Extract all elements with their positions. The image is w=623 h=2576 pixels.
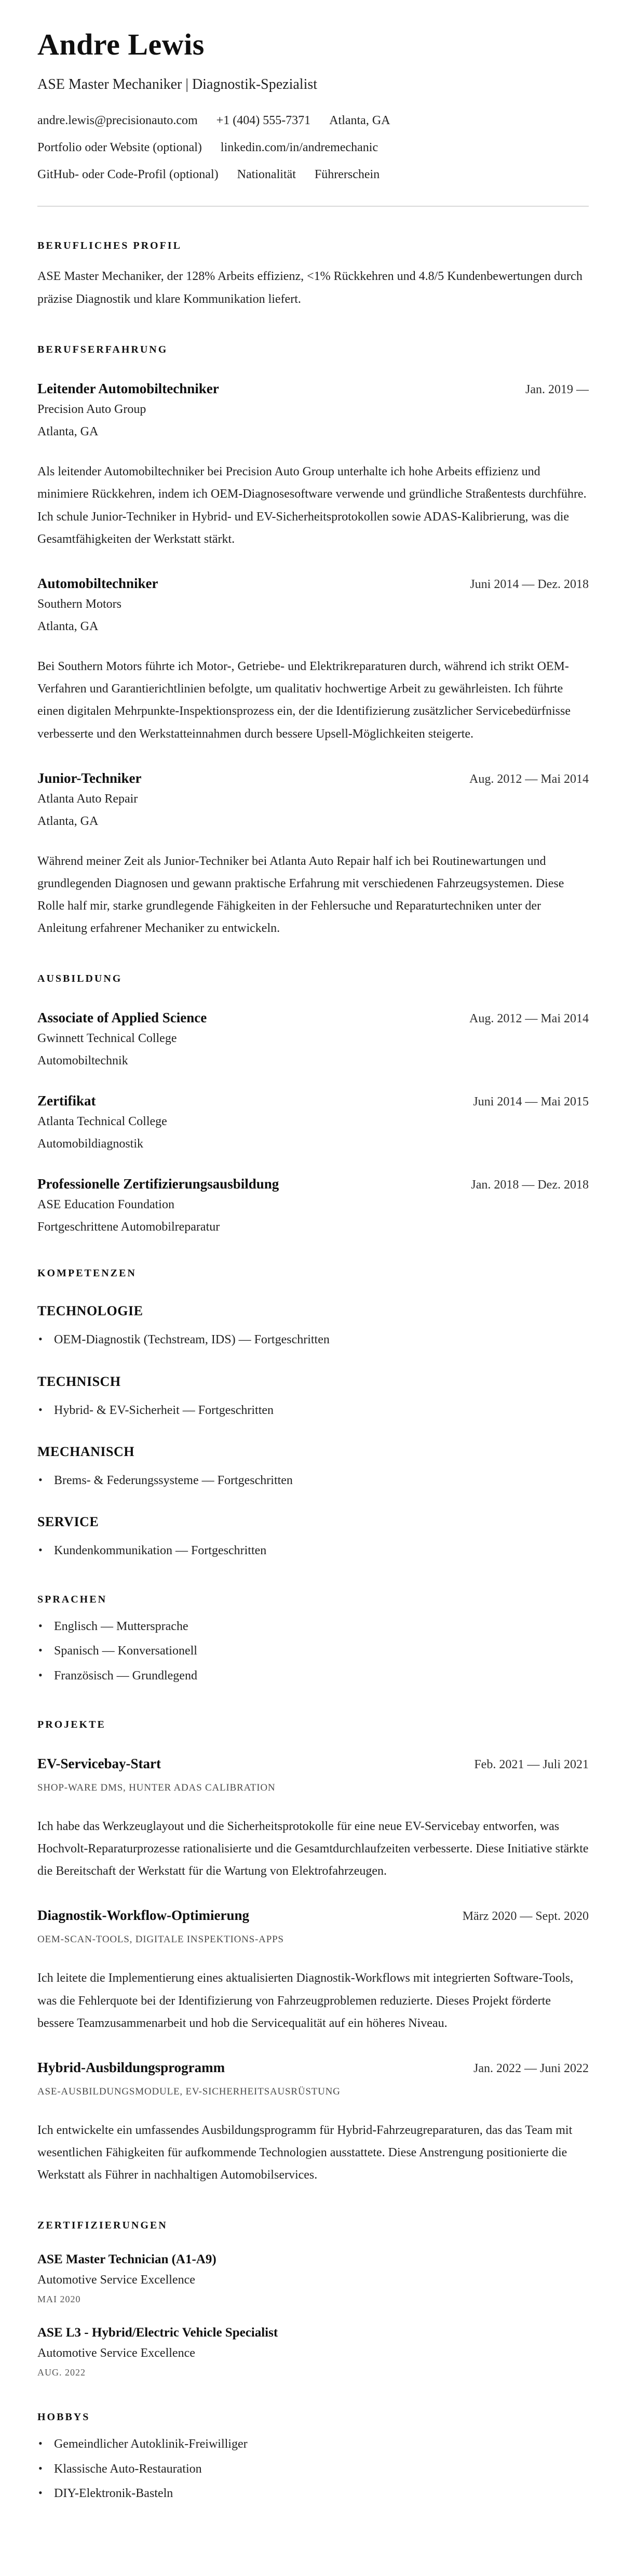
entry-head — [37, 1176, 589, 1192]
project-tools: SHOP-WARE DMS, HUNTER ADAS CALIBRATION — [37, 1782, 276, 1793]
profile-section-label: BERUFLICHES PROFIL — [37, 239, 182, 251]
linkedin-text: linkedin.com/in/andremechanic — [220, 140, 378, 154]
entry-head — [37, 1010, 589, 1026]
skill-category: TECHNISCH — [37, 1373, 121, 1389]
job-title: Automobiltechniker — [37, 575, 158, 591]
project-date-range: Feb. 2021 — Juli 2021 — [474, 1757, 589, 1771]
project-date-range: Jan. 2022 — Juni 2022 — [473, 2061, 589, 2075]
job-date-range: Aug. 2012 — Mai 2014 — [469, 772, 589, 786]
job-location: Atlanta, GA — [37, 425, 99, 439]
entry-head — [37, 1093, 589, 1109]
degree-title: Professionelle Zertifizierungsausbildung — [37, 1176, 279, 1192]
experience-section-label: BERUFSERFAHRUNG — [37, 344, 168, 356]
contact-row-3 — [37, 168, 589, 182]
skill-group — [37, 1514, 589, 1560]
section-projects — [37, 1719, 589, 2187]
nationality-text: Nationalität — [237, 167, 296, 181]
hobby-item: • Gemeindlicher Autoklinik-Freiwilliger — [37, 2435, 589, 2454]
degree-title: Zertifikat — [37, 1093, 96, 1109]
job-date-range: Juni 2014 — Dez. 2018 — [470, 577, 589, 591]
job-description: Während meiner Zeit als Junior-Techniker bei Atlanta Auto Repair half ich bei Routinewartungen und grundlegenden Diagnosen und gewann praktische Erfahrung mit verschiedenen Fahrzeugsystemen. Diese Rolle half mir, starke grundlegende Fähigkeiten in der Fehlersuche und Reparaturtechniken unter der Anleitung erfahrener Mechaniker zu entwickeln. — [37, 854, 564, 936]
skill-group — [37, 1444, 589, 1490]
github-placeholder-text: GitHub- oder Code-Profil (optional) — [37, 167, 219, 181]
certification-title: ASE Master Technician (A1-A9) — [37, 2252, 216, 2267]
project-description: Ich entwickelte ein umfassendes Ausbildungsprogramm für Hybrid-Fahrzeugreparaturen, das das Team mit wesentlichen Fähigkeiten für aufkommende Technologien ausstattete. Diese Anstrengung positionierte die Werkstatt als Führer in nachhaltigen Automobilservices. — [37, 2123, 573, 2182]
entry-head — [37, 770, 589, 786]
experience-entry — [37, 576, 589, 745]
project-entry — [37, 1756, 589, 1883]
project-title: Hybrid-Ausbildungsprogramm — [37, 2059, 225, 2075]
resume-header — [37, 29, 589, 207]
person-headline: ASE Master Mechaniker | Diagnostik-Spezialist — [37, 76, 318, 92]
job-title: Leitender Automobiltechniker — [37, 381, 219, 397]
project-tools: ASE-AUSBILDUNGSMODULE, EV-SICHERHEITSAUSRÜSTUNG — [37, 2086, 341, 2097]
hobby-item: • Klassische Auto-Restauration — [37, 2460, 589, 2479]
skill-list — [37, 1330, 589, 1350]
projects-section-label: PROJEKTE — [37, 1718, 106, 1730]
skill-group — [37, 1374, 589, 1420]
entry-head — [37, 576, 589, 592]
entry-head — [37, 1907, 589, 1924]
experience-entry — [37, 770, 589, 940]
skills-section-label: KOMPETENZEN — [37, 1267, 137, 1279]
location-text: Atlanta, GA — [329, 113, 390, 127]
job-date-range: Jan. 2019 — — [525, 383, 589, 397]
certification-date: MAI 2020 — [37, 2294, 81, 2305]
certification-title: ASE L3 - Hybrid/Electric Vehicle Specialist — [37, 2326, 278, 2340]
entry-head — [37, 1756, 589, 1772]
school-name: ASE Education Foundation — [37, 1198, 174, 1212]
job-description: Bei Southern Motors führte ich Motor-, Getriebe- und Elektrikreparaturen durch, während ich strikt OEM-Verfahren und Garantierichtlinien befolgte, um qualitativ hochwertige Arbeit zu gewährleisten. Ich führte einen digitalen Mehrpunkte-Inspektionsprozess ein, der die Identifizierung zusätzlicher Servicebedürfnisse verbesserte und den Werkstatteinnahmen durch bessere Upsell-Möglichkeiten steigerte. — [37, 659, 571, 741]
header-divider — [37, 206, 589, 207]
school-name: Atlanta Technical College — [37, 1115, 167, 1129]
certification-issuer: Automotive Service Excellence — [37, 2273, 195, 2287]
entry-head — [37, 2060, 589, 2076]
project-description: Ich habe das Werkzeuglayout und die Sicherheitsprotokolle für eine neue EV-Servicebay entworfen, was Hochvolt-Reparaturprozesse rationalisierte und die Gesamtdurchlaufzeiten verbesserte. Diese Initiative stärkte die Bereitschaft der Werkstatt für die Wartung von Elektrofahrzeugen. — [37, 1819, 589, 1878]
section-skills — [37, 1267, 589, 1560]
person-name: Andre Lewis — [37, 28, 205, 61]
skill-item: • Kundenkommunikation — Fortgeschritten — [37, 1541, 589, 1560]
skill-list — [37, 1471, 589, 1490]
project-tools: OEM-SCAN-TOOLS, DIGITALE INSPEKTIONS-APPS — [37, 1934, 284, 1945]
certification-entry — [37, 2252, 589, 2305]
phone-text: +1 (404) 555-7371 — [216, 113, 311, 127]
education-entry — [37, 1176, 589, 1234]
certification-entry — [37, 2326, 589, 2378]
certifications-section-label: ZERTIFIZIERUNGEN — [37, 2220, 168, 2232]
field-of-study: Fortgeschrittene Automobilreparatur — [37, 1220, 220, 1234]
section-profile — [37, 240, 589, 311]
project-date-range: März 2020 — Sept. 2020 — [462, 1910, 589, 1924]
school-name: Gwinnett Technical College — [37, 1032, 177, 1046]
education-entry — [37, 1093, 589, 1151]
skill-item: • OEM-Diagnostik (Techstream, IDS) — Fortgeschritten — [37, 1330, 589, 1350]
experience-entry — [37, 381, 589, 551]
languages-section-label: SPRACHEN — [37, 1594, 107, 1606]
project-entry — [37, 1907, 589, 2035]
field-of-study: Automobiltechnik — [37, 1054, 128, 1068]
job-title: Junior-Techniker — [37, 770, 142, 786]
job-company: Southern Motors — [37, 597, 121, 611]
job-description: Als leitender Automobiltechniker bei Precision Auto Group unterhalte ich hohe Arbeits effizienz und minimiere Rückkehren, indem ich OEM-Diagnosesoftware verwende und gründliche Straßentests durchführe. Ich schule Junior-Techniker in Hybrid- und EV-Sicherheitsprotokollen sowie ADAS-Kalibrierung, was die Gesamtfähigkeiten der Werkstatt stärkt. — [37, 465, 587, 546]
language-list — [37, 1617, 589, 1686]
education-date-range: Juni 2014 — Mai 2015 — [473, 1095, 589, 1109]
language-item: • Französisch — Grundlegend — [37, 1666, 589, 1686]
section-languages — [37, 1594, 589, 1686]
skill-group — [37, 1303, 589, 1350]
skill-item: • Hybrid- & EV-Sicherheit — Fortgeschritten — [37, 1401, 589, 1420]
skill-list — [37, 1541, 589, 1560]
skill-category: MECHANISCH — [37, 1444, 135, 1459]
education-entry — [37, 1010, 589, 1068]
skill-list — [37, 1401, 589, 1420]
education-date-range: Jan. 2018 — Dez. 2018 — [471, 1178, 589, 1192]
section-hobbies — [37, 2411, 589, 2503]
hobbies-section-label: HOBBYS — [37, 2411, 90, 2423]
contact-row-2 — [37, 141, 589, 155]
job-company: Precision Auto Group — [37, 403, 146, 417]
job-location: Atlanta, GA — [37, 619, 99, 633]
drivers-license-text: Führerschein — [314, 167, 380, 181]
portfolio-placeholder-text: Portfolio oder Website (optional) — [37, 140, 202, 154]
field-of-study: Automobildiagnostik — [37, 1137, 143, 1151]
section-experience — [37, 344, 589, 940]
hobby-item: • DIY-Elektronik-Basteln — [37, 2484, 589, 2503]
section-education — [37, 973, 589, 1234]
profile-summary: ASE Master Mechaniker, der 128% Arbeits effizienz, <1% Rückkehren und 4.8/5 Kundenbewertungen durch präzise Diagnostik und klare Kommunikation liefert. — [37, 269, 583, 306]
entry-head — [37, 381, 589, 397]
email-text: andre.lewis@precisionauto.com — [37, 113, 198, 127]
section-certifications — [37, 2220, 589, 2378]
contact-row-1 — [37, 114, 589, 128]
degree-title: Associate of Applied Science — [37, 1010, 207, 1026]
skill-item: • Brems- & Federungssysteme — Fortgeschritten — [37, 1471, 589, 1490]
certification-issuer: Automotive Service Excellence — [37, 2346, 195, 2360]
job-company: Atlanta Auto Repair — [37, 792, 138, 806]
project-title: Diagnostik-Workflow-Optimierung — [37, 1907, 250, 1924]
language-item: • Spanisch — Konversationell — [37, 1641, 589, 1661]
skill-category: SERVICE — [37, 1514, 99, 1530]
language-item: • Englisch — Muttersprache — [37, 1617, 589, 1636]
skill-category: TECHNOLOGIE — [37, 1303, 143, 1319]
project-title: EV-Servicebay-Start — [37, 1755, 161, 1771]
hobby-list — [37, 2435, 589, 2503]
project-entry — [37, 2060, 589, 2187]
certification-date: AUG. 2022 — [37, 2367, 86, 2378]
project-description: Ich leitete die Implementierung eines aktualisierten Diagnostik-Workflows mit integrierten Software-Tools, was die Fehlerquote bei der Identifizierung von Fahrzeugproblemen reduzierte. Dieses Projekt förderte bessere Teamzusammenarbeit und hob die Servicequalität auf ein höheres Niveau. — [37, 1971, 574, 2030]
job-location: Atlanta, GA — [37, 814, 99, 828]
education-section-label: AUSBILDUNG — [37, 973, 123, 985]
education-date-range: Aug. 2012 — Mai 2014 — [469, 1012, 589, 1026]
